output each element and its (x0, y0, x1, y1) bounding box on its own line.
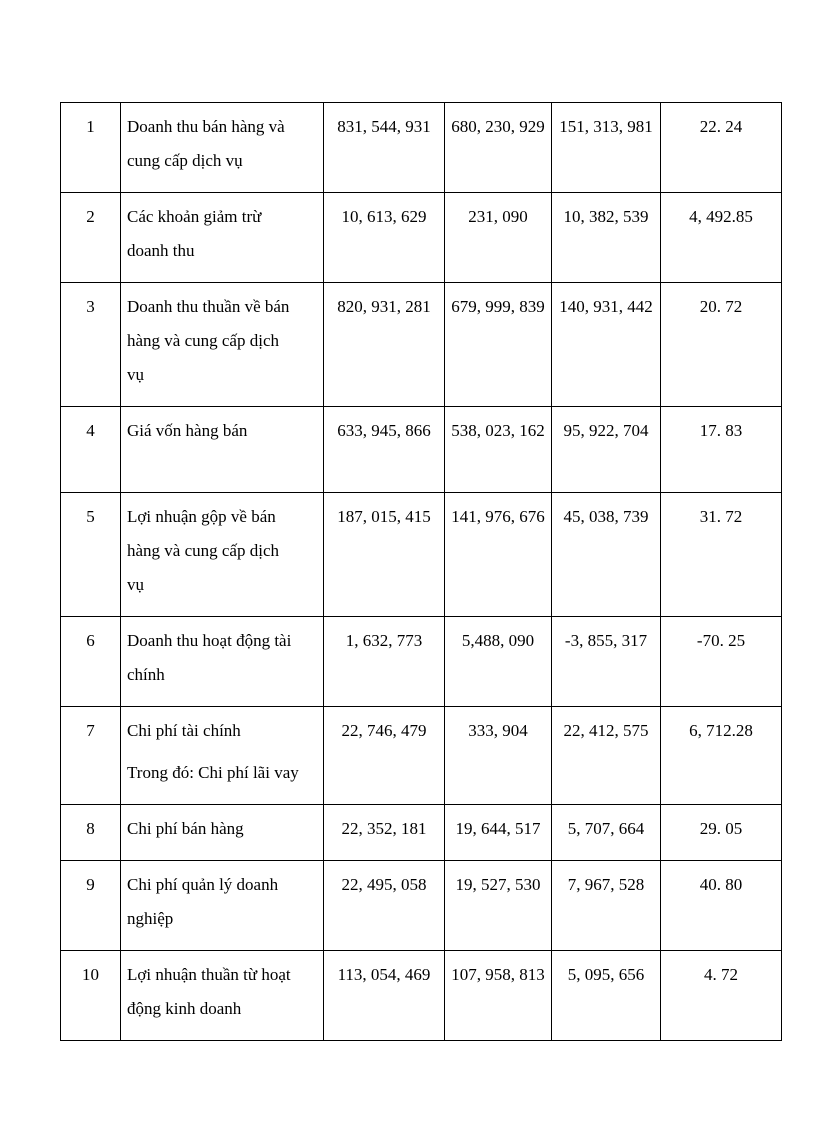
value-col-2: 333, 904 (445, 707, 552, 805)
value-col-2: 538, 023, 162 (445, 407, 552, 493)
item-name-line: Các khoản giảm trừ (127, 207, 262, 226)
item-name-line: Chi phí tài chính (127, 721, 241, 740)
row-number: 3 (61, 283, 121, 407)
table-row (61, 951, 782, 1041)
value-col-4: -70. 25 (661, 617, 782, 707)
value-col-2: 19, 527, 530 (445, 861, 552, 951)
value-col-3: 151, 313, 981 (552, 103, 661, 193)
row-number: 9 (61, 861, 121, 951)
item-name-line: vụ (127, 575, 144, 594)
item-name-line: Lợi nhuận thuần từ hoạt (127, 965, 291, 984)
item-name-line: vụ (127, 365, 144, 384)
item-name (121, 617, 324, 707)
value-col-1: 187, 015, 415 (324, 493, 445, 617)
income-statement-table (60, 102, 782, 1041)
item-name (121, 951, 324, 1041)
table-row (61, 707, 782, 805)
value-col-3: 5, 095, 656 (552, 951, 661, 1041)
item-name (121, 805, 324, 861)
item-name (121, 707, 324, 805)
item-name-line: hàng và cung cấp dịch (127, 331, 279, 350)
item-name-line: nghiệp (127, 909, 174, 928)
item-name (121, 103, 324, 193)
value-col-1: 820, 931, 281 (324, 283, 445, 407)
table-row (61, 805, 782, 861)
table-row (61, 407, 782, 493)
item-name-line: doanh thu (127, 241, 195, 260)
row-number: 4 (61, 407, 121, 493)
item-name-line: Trong đó: Chi phí lãi vay (127, 763, 299, 782)
value-col-2: 141, 976, 676 (445, 493, 552, 617)
table-row (61, 103, 782, 193)
value-col-4: 6, 712.28 (661, 707, 782, 805)
item-name-line: cung cấp dịch vụ (127, 151, 243, 170)
value-col-1: 831, 544, 931 (324, 103, 445, 193)
item-name-line: Doanh thu bán hàng và (127, 117, 285, 136)
value-col-1: 10, 613, 629 (324, 193, 445, 283)
value-col-2: 5,488, 090 (445, 617, 552, 707)
value-col-3: 45, 038, 739 (552, 493, 661, 617)
value-col-3: 95, 922, 704 (552, 407, 661, 493)
value-col-1: 633, 945, 866 (324, 407, 445, 493)
value-col-4: 20. 72 (661, 283, 782, 407)
value-col-1: 113, 054, 469 (324, 951, 445, 1041)
table-row (61, 861, 782, 951)
value-col-1: 22, 352, 181 (324, 805, 445, 861)
item-name (121, 283, 324, 407)
value-col-3: -3, 855, 317 (552, 617, 661, 707)
value-col-2: 107, 958, 813 (445, 951, 552, 1041)
table-row (61, 493, 782, 617)
item-name-line: Chi phí quản lý doanh (127, 875, 279, 894)
row-number: 7 (61, 707, 121, 805)
item-name-line: chính (127, 665, 165, 684)
row-number: 2 (61, 193, 121, 283)
value-col-3: 10, 382, 539 (552, 193, 661, 283)
table-row (61, 193, 782, 283)
value-col-4: 31. 72 (661, 493, 782, 617)
value-col-4: 4, 492.85 (661, 193, 782, 283)
row-number: 8 (61, 805, 121, 861)
table-row (61, 617, 782, 707)
value-col-1: 22, 746, 479 (324, 707, 445, 805)
item-name (121, 407, 324, 493)
row-number: 6 (61, 617, 121, 707)
value-col-4: 40. 80 (661, 861, 782, 951)
item-name-line: Lợi nhuận gộp về bán (127, 507, 276, 526)
row-number: 5 (61, 493, 121, 617)
item-name (121, 861, 324, 951)
value-col-3: 22, 412, 575 (552, 707, 661, 805)
value-col-4: 4. 72 (661, 951, 782, 1041)
item-name-line: Doanh thu thuần về bán (127, 297, 290, 316)
item-name-line: hàng và cung cấp dịch (127, 541, 279, 560)
item-name (121, 493, 324, 617)
value-col-2: 19, 644, 517 (445, 805, 552, 861)
value-col-2: 679, 999, 839 (445, 283, 552, 407)
value-col-4: 29. 05 (661, 805, 782, 861)
value-col-3: 5, 707, 664 (552, 805, 661, 861)
value-col-4: 17. 83 (661, 407, 782, 493)
table-row (61, 283, 782, 407)
value-col-1: 22, 495, 058 (324, 861, 445, 951)
item-name-line: Doanh thu hoạt động tài (127, 631, 292, 650)
value-col-1: 1, 632, 773 (324, 617, 445, 707)
value-col-4: 22. 24 (661, 103, 782, 193)
item-name-line: Chi phí bán hàng (127, 819, 244, 838)
row-number: 1 (61, 103, 121, 193)
row-number: 10 (61, 951, 121, 1041)
value-col-2: 680, 230, 929 (445, 103, 552, 193)
value-col-2: 231, 090 (445, 193, 552, 283)
item-name-line: động kinh doanh (127, 999, 242, 1018)
value-col-3: 140, 931, 442 (552, 283, 661, 407)
item-name-line: Giá vốn hàng bán (127, 421, 248, 440)
value-col-3: 7, 967, 528 (552, 861, 661, 951)
item-name (121, 193, 324, 283)
